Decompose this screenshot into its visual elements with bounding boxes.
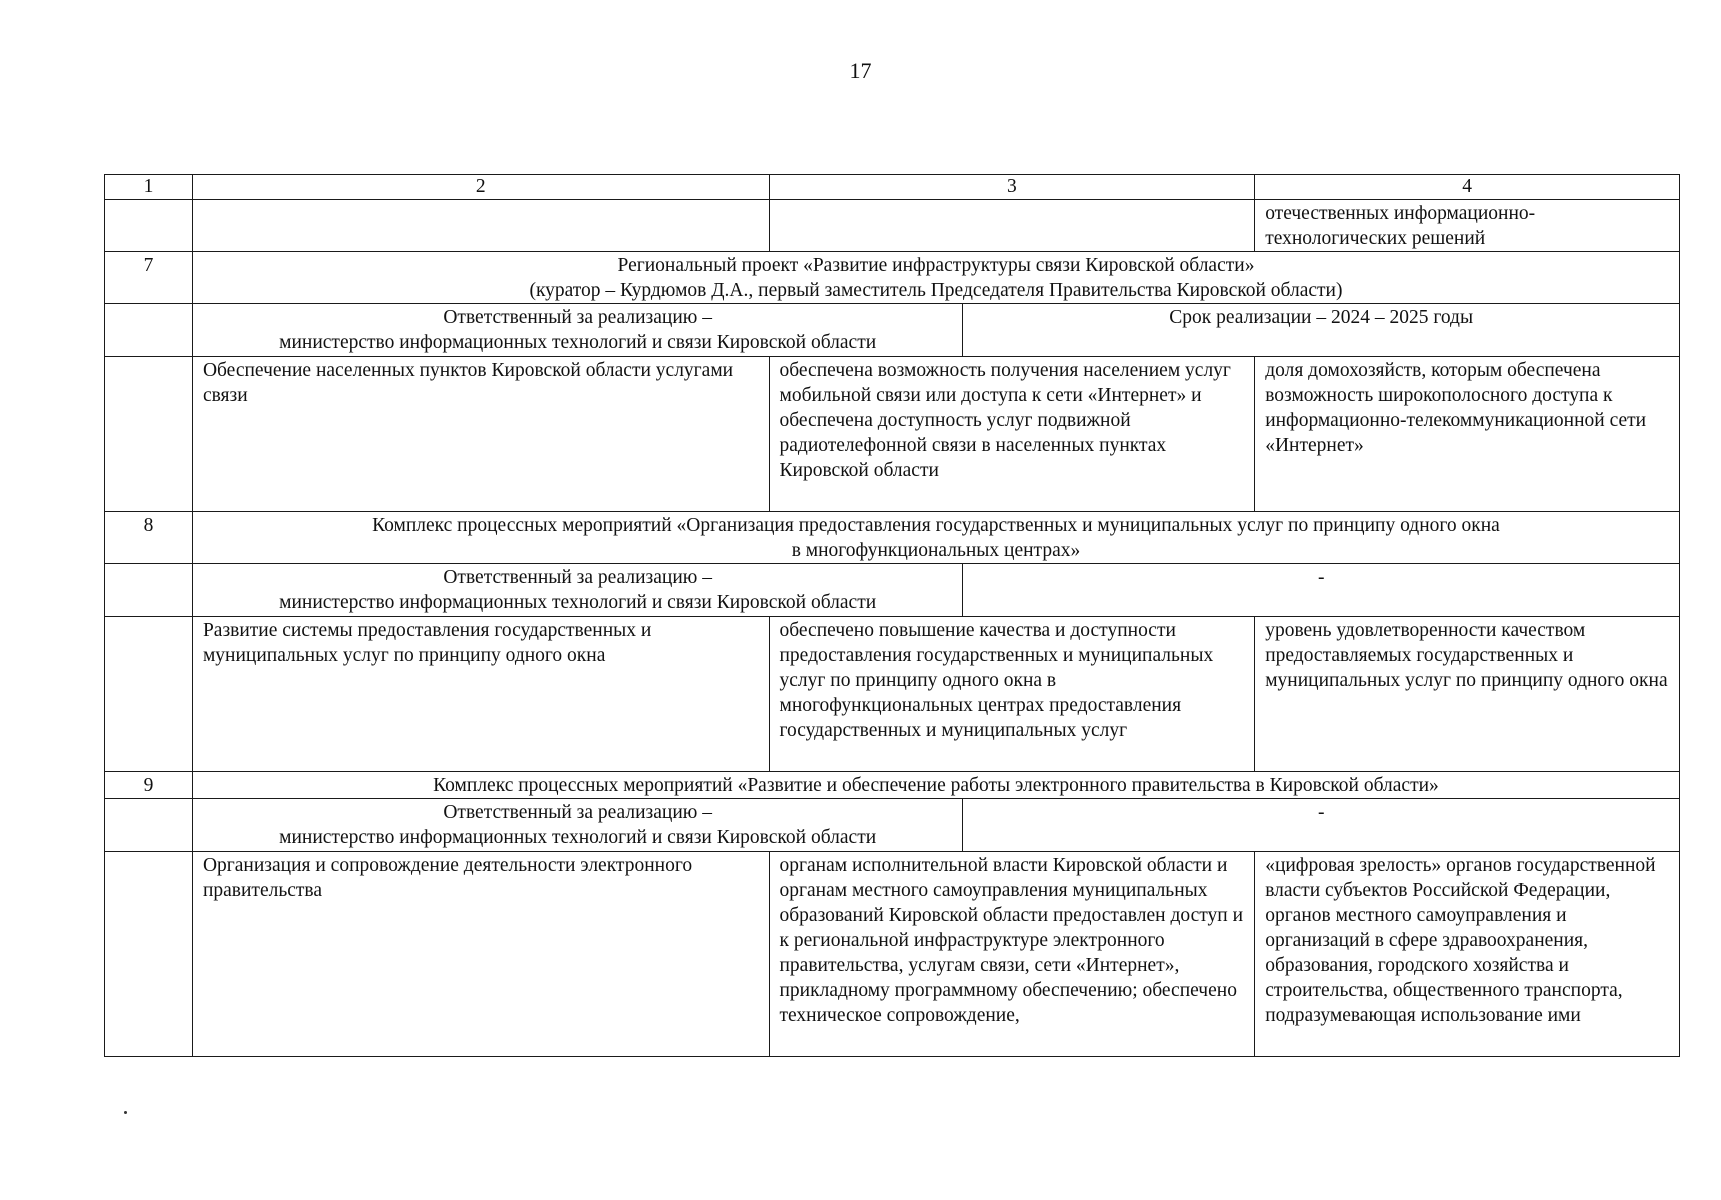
- result-cell: обеспечено повышение качества и доступности предоставления государственных и муниципальных услуг по принципу одного окна в многофункциональных центрах предоставления государственных и муниципальных услуг: [769, 617, 1255, 772]
- section-number: 7: [105, 252, 193, 304]
- task-cell: Организация и сопровождение деятельности электронного правительства: [192, 852, 769, 1057]
- page-number: 17: [849, 58, 872, 83]
- scan-speck: [124, 1111, 127, 1114]
- header-col-3: 3: [769, 175, 1255, 200]
- section-number: 8: [105, 512, 193, 564]
- indicator-cell: «цифровая зрелость» органов государственной власти субъектов Российской Федерации, органов местного самоуправления и организаций в сфере здравоохранения, образования, городского хозяйства и строительства, общественного транспорта, подразумевающая использование ими: [1255, 852, 1680, 1057]
- section-7-body-row: [105, 357, 1680, 512]
- header-row: [105, 175, 1680, 200]
- section-9-responsible-row: [105, 799, 1680, 852]
- section-title: Региональный проект «Развитие инфраструктуры связи Кировской области» (куратор – Курдюмов Д.А., первый заместитель Председателя Правительства Кировской области): [192, 252, 1679, 304]
- section-8-responsible-row: [105, 564, 1680, 617]
- section-title: Комплекс процессных мероприятий «Развитие и обеспечение работы электронного правительства в Кировской области»: [192, 772, 1679, 799]
- continuation-indicator: отечественных информационно-технологических решений: [1255, 200, 1680, 252]
- section-7-title-row: [105, 252, 1680, 304]
- task-cell: Обеспечение населенных пунктов Кировской области услугами связи: [192, 357, 769, 512]
- term-cell: -: [963, 564, 1680, 617]
- header-col-4: 4: [1255, 175, 1680, 200]
- section-7-responsible-row: [105, 304, 1680, 357]
- indicator-cell: уровень удовлетворенности качеством предоставляемых государственных и муниципальных услуг по принципу одного окна: [1255, 617, 1680, 772]
- responsible-cell: Ответственный за реализацию – министерство информационных технологий и связи Кировской области: [192, 564, 962, 617]
- term-cell: Срок реализации – 2024 – 2025 годы: [963, 304, 1680, 357]
- section-9-body-row: [105, 852, 1680, 1057]
- section-title: Комплекс процессных мероприятий «Организация предоставления государственных и муниципальных услуг по принципу одного окна в многофункциональных центрах»: [192, 512, 1679, 564]
- responsible-cell: Ответственный за реализацию – министерство информационных технологий и связи Кировской области: [192, 304, 962, 357]
- section-number: 9: [105, 772, 193, 799]
- continuation-row: [105, 200, 1680, 252]
- responsible-cell: Ответственный за реализацию – министерство информационных технологий и связи Кировской области: [192, 799, 962, 852]
- measures-table: [104, 174, 1680, 1057]
- section-8-body-row: [105, 617, 1680, 772]
- indicator-cell: доля домохозяйств, которым обеспечена возможность широкополосного доступа к информационно-телекоммуникационной сети «Интернет»: [1255, 357, 1680, 512]
- header-col-2: 2: [192, 175, 769, 200]
- task-cell: Развитие системы предоставления государственных и муниципальных услуг по принципу одного окна: [192, 617, 769, 772]
- result-cell: органам исполнительной власти Кировской области и органам местного самоуправления муниципальных образований Кировской области предоставлен доступ и к региональной инфраструктуре электронного правительства, услугам связи, сети «Интернет», прикладному программному обеспечению; обеспечено техническое сопровождение,: [769, 852, 1255, 1057]
- term-cell: -: [963, 799, 1680, 852]
- section-8-title-row: [105, 512, 1680, 564]
- result-cell: обеспечена возможность получения населением услуг мобильной связи или доступа к сети «Интернет» и обеспечена доступность услуг подвижной радиотелефонной связи в населенных пунктах Кировской области: [769, 357, 1255, 512]
- header-col-1: 1: [105, 175, 193, 200]
- section-9-title-row: [105, 772, 1680, 799]
